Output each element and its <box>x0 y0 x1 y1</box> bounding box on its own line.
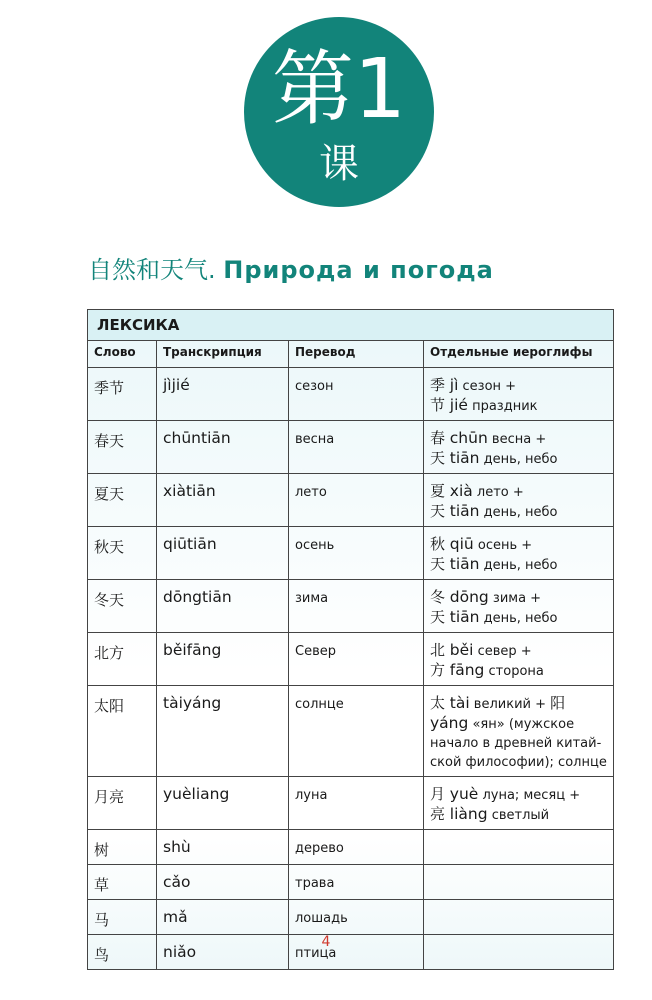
table-caption: ЛЕКСИКА <box>88 310 613 341</box>
header-transcription: Транскрипция <box>157 341 289 368</box>
word-cell: 鸟 <box>88 935 157 970</box>
components-cell <box>424 686 614 777</box>
section-title-ru: Природа и погода <box>223 256 494 284</box>
component-meaning: день, небо <box>479 558 558 573</box>
component-line <box>430 588 607 608</box>
components-cell <box>424 580 614 633</box>
components-cell <box>424 900 614 935</box>
component-pinyin: jié <box>449 396 468 414</box>
component-meaning: луна; месяц + <box>478 788 581 803</box>
translation-cell: лошадь <box>289 900 424 935</box>
component-pinyin: jì <box>449 376 459 394</box>
lesson-badge <box>244 17 434 207</box>
component-line <box>430 429 607 449</box>
component-meaning: день, небо <box>479 611 558 626</box>
word-cell: 太阳 <box>88 686 157 777</box>
component-pinyin: xià <box>449 482 473 500</box>
component-line <box>430 753 607 772</box>
section-title-zh: 自然和天气. <box>88 256 216 284</box>
component-meaning: зима + <box>488 591 542 606</box>
table-row <box>88 421 613 474</box>
component-meaning: великий + <box>469 697 551 712</box>
component-hanzi: 北 <box>430 641 450 659</box>
header-word: Слово <box>88 341 157 368</box>
component-hanzi: 夏 <box>430 482 450 500</box>
word-cell: 冬天 <box>88 580 157 633</box>
pinyin-cell: shù <box>157 830 289 865</box>
component-pinyin: yuè <box>449 785 479 803</box>
translation-cell: трава <box>289 865 424 900</box>
pinyin-cell: cǎo <box>157 865 289 900</box>
component-hanzi: 冬 <box>430 588 450 606</box>
pinyin-cell: xiàtiān <box>157 474 289 527</box>
component-meaning: лето + <box>472 485 524 500</box>
pinyin-cell: jìjié <box>157 368 289 421</box>
component-meaning: «ян» (мужское <box>468 717 575 732</box>
translation-cell: птица <box>289 935 424 970</box>
component-line <box>430 785 607 805</box>
component-pinyin: tài <box>449 694 470 712</box>
component-pinyin: tiān <box>449 449 480 467</box>
component-meaning: светлый <box>487 808 550 823</box>
header-components: Отдельные иероглифы <box>424 341 614 368</box>
components-cell <box>424 527 614 580</box>
components-cell <box>424 830 614 865</box>
table-body <box>88 368 613 970</box>
table-row <box>88 900 613 935</box>
pinyin-cell: mǎ <box>157 900 289 935</box>
component-hanzi: 天 <box>430 502 450 520</box>
pinyin-cell: tàiyáng <box>157 686 289 777</box>
components-cell <box>424 633 614 686</box>
translation-cell: осень <box>289 527 424 580</box>
component-meaning: день, небо <box>479 452 558 467</box>
component-meaning: весна + <box>487 432 547 447</box>
pinyin-cell: niǎo <box>157 935 289 970</box>
translation-cell: луна <box>289 777 424 830</box>
components-cell <box>424 421 614 474</box>
component-meaning: сезон + <box>458 379 517 394</box>
component-meaning: праздник <box>467 399 538 414</box>
component-hanzi: 月 <box>430 785 450 803</box>
component-hanzi: 方 <box>430 661 450 679</box>
translation-cell: Север <box>289 633 424 686</box>
component-meaning: начало в древней китай- <box>430 736 602 751</box>
component-meaning: ской философии); солнце <box>430 755 607 770</box>
word-cell: 春天 <box>88 421 157 474</box>
translation-cell: весна <box>289 421 424 474</box>
component-line <box>430 641 607 661</box>
component-line <box>430 608 607 628</box>
translation-cell: сезон <box>289 368 424 421</box>
component-hanzi: 天 <box>430 449 450 467</box>
components-cell <box>424 474 614 527</box>
components-cell <box>424 777 614 830</box>
word-cell: 树 <box>88 830 157 865</box>
table-row <box>88 580 613 633</box>
component-line <box>430 535 607 555</box>
component-line <box>430 555 607 575</box>
component-meaning: осень + <box>473 538 533 553</box>
component-hanzi: 春 <box>430 429 450 447</box>
component-pinyin: liàng <box>449 805 488 823</box>
component-pinyin: běi <box>449 641 474 659</box>
pinyin-cell: yuèliang <box>157 777 289 830</box>
component-hanzi: 亮 <box>430 805 450 823</box>
translation-cell: лето <box>289 474 424 527</box>
component-pinyin: tiān <box>449 502 480 520</box>
component-line <box>430 661 607 681</box>
component-line <box>430 449 607 469</box>
table-row <box>88 865 613 900</box>
pinyin-cell: dōngtiān <box>157 580 289 633</box>
component-pinyin: qiū <box>449 535 474 553</box>
component-line <box>430 502 607 522</box>
table-row <box>88 368 613 421</box>
word-cell: 草 <box>88 865 157 900</box>
table-row <box>88 777 613 830</box>
header-row <box>88 341 613 368</box>
word-cell: 北方 <box>88 633 157 686</box>
section-title <box>88 252 494 288</box>
vocabulary-grid <box>88 341 613 969</box>
component-hanzi: 太 <box>430 694 450 712</box>
word-cell: 季节 <box>88 368 157 421</box>
component-pinyin: yáng <box>430 714 469 732</box>
component-hanzi: 节 <box>430 396 450 414</box>
component-line <box>430 734 607 753</box>
translation-cell: дерево <box>289 830 424 865</box>
component-hanzi: 阳 <box>550 694 566 712</box>
table-row <box>88 474 613 527</box>
header-translation: Перевод <box>289 341 424 368</box>
pinyin-cell: qiūtiān <box>157 527 289 580</box>
lesson-label: 课 <box>319 141 359 187</box>
component-line <box>430 482 607 502</box>
components-cell <box>424 368 614 421</box>
vocabulary-table <box>87 309 614 970</box>
table-row <box>88 633 613 686</box>
component-hanzi: 天 <box>430 555 450 573</box>
component-meaning: север + <box>473 644 532 659</box>
pinyin-cell: běifāng <box>157 633 289 686</box>
component-pinyin: tiān <box>449 555 480 573</box>
component-hanzi: 秋 <box>430 535 450 553</box>
components-cell <box>424 865 614 900</box>
word-cell: 月亮 <box>88 777 157 830</box>
component-pinyin: fāng <box>449 661 485 679</box>
component-line <box>430 694 607 714</box>
table-row <box>88 830 613 865</box>
component-line <box>430 805 607 825</box>
component-meaning: сторона <box>484 664 544 679</box>
component-pinyin: dōng <box>449 588 489 606</box>
word-cell: 夏天 <box>88 474 157 527</box>
component-line <box>430 376 607 396</box>
pinyin-cell: chūntiān <box>157 421 289 474</box>
table-row <box>88 686 613 777</box>
component-pinyin: tiān <box>449 608 480 626</box>
translation-cell: зима <box>289 580 424 633</box>
component-line <box>430 714 607 734</box>
translation-cell: солнце <box>289 686 424 777</box>
word-cell: 秋天 <box>88 527 157 580</box>
table-row <box>88 527 613 580</box>
word-cell: 马 <box>88 900 157 935</box>
component-hanzi: 天 <box>430 608 450 626</box>
page-number: 4 <box>321 934 331 950</box>
component-meaning: день, небо <box>479 505 558 520</box>
component-line <box>430 396 607 416</box>
component-hanzi: 季 <box>430 376 450 394</box>
component-pinyin: chūn <box>449 429 488 447</box>
lesson-number: 第1 <box>271 42 407 137</box>
